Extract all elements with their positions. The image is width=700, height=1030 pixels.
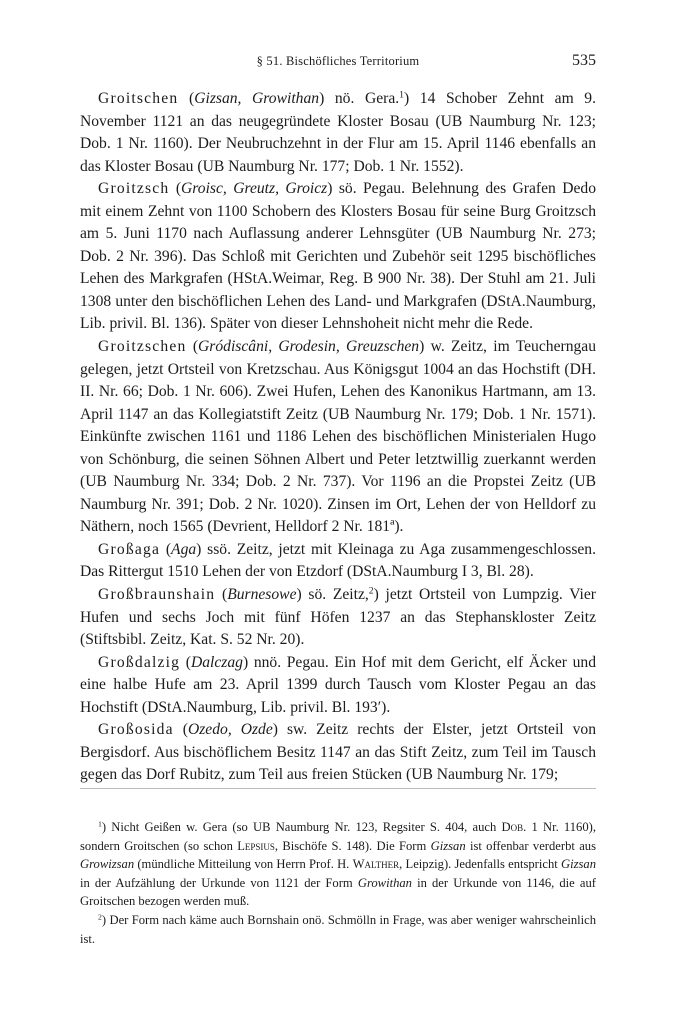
footnote-ref[interactable]: 1 <box>399 89 404 101</box>
footnote-number: 1 <box>98 819 102 829</box>
entry-text: ) jetzt Ortsteil von Lumpzig. Vier Hufen und sechs Joch mit fünf Höfen 1237 an das Stephanskloster Zeitz (Stiftsbibl. Zeitz, Kat. S. 52 Nr. 20). <box>80 586 596 649</box>
footnote-text: ) Der Form nach käme auch Bornshain onö. Schmölln in Frage, was aber weniger wahrscheinlich ist. <box>80 912 596 946</box>
entry-location: nö. Gera. <box>324 90 400 107</box>
historical-forms: Ozedo, Ozde <box>187 721 273 739</box>
historical-forms: Aga <box>171 540 197 558</box>
footnote-text: ) Nicht Geißen w. Gera (so UB Naumburg Nr. 123, Regsiter S. 404, auch <box>101 820 502 834</box>
page-header <box>80 52 596 74</box>
cited-form: Gizsan <box>561 857 596 872</box>
entry-grossaga: Großaga (Aga) ssö. Zeitz, jetzt mit Kleinaga zu Aga zusammengeschlossen. Das Rittergut 1510 Lehen der von Etzdorf (DStA.Naumburg I 3, Bl. 28). <box>80 540 596 581</box>
footnote-text: in der Urkunde von 1146, die auf Groitschen bezogen werden muß. <box>80 875 596 909</box>
footnote-text: 1 Nr. 1160), sondern Groitschen (so schon <box>80 820 596 853</box>
footnote-ref[interactable]: 2 <box>368 585 374 597</box>
entry-grossosida: Großosida (Ozedo, Ozde) sw. Zeitz rechts der Elster, jetzt Ortsteil von Bergisdorf. Aus bischöflichem Besitz 1147 an das Stift Zeitz, zum Teil im Tausch gegen das Dorf Rubitz, zum Teil aus freien Stücken (UB Naumburg Nr. 179; <box>80 721 596 784</box>
place-name: Groitschen <box>98 90 179 107</box>
body-text <box>80 88 596 787</box>
entry-text: ) 14 Schober Zehnt am 9. November 1121 an das neugegründete Kloster Bosau (UB Naumburg Nr. 123; Dob. 1 Nr. 1160). Der Neubruchzehnt in der Flur am 15. April 1146 ebenfalls an das Kloster Bosau (UB Naumburg Nr. 177; Dob. 1 Nr. 1552). <box>80 90 596 175</box>
footnote-1 <box>80 818 596 911</box>
historical-forms: Dalczag <box>191 653 243 671</box>
author-name: Walther <box>352 857 400 872</box>
footnote-divider <box>80 788 596 789</box>
page-number: 535 <box>572 52 596 69</box>
running-head: § 51. Bischöfliches Territorium <box>256 54 420 68</box>
historical-forms: Burnesowe <box>227 586 297 604</box>
footnote-text: , Bischöfe S. 148). Die Form <box>274 838 431 853</box>
footnote-text: in der Aufzählung der Urkunde von 1121 der Form <box>80 875 358 890</box>
footnotes <box>80 818 596 948</box>
author-name: Dob. <box>501 820 527 834</box>
historical-forms: Gizsan, Growithan <box>194 90 320 107</box>
place-name: Groitzschen <box>98 338 187 356</box>
footnote-text: (mündliche Mitteilung von Herrn Prof. H. <box>134 857 353 872</box>
cited-form: Growithan <box>357 875 412 890</box>
footnote-number: 2 <box>98 912 102 922</box>
cited-form: Growizsan <box>80 857 135 872</box>
historical-forms: Groisc, Greutz, Groicz <box>181 180 328 198</box>
author-name: Lepsius <box>237 838 275 853</box>
place-name: Großbraunshain <box>98 586 216 604</box>
entry-groitzsch: Groitzsch (Groisc, Greutz, Groicz) sö. Pegau. Belehnung des Grafen Dedo mit einem Zehnt von 1100 Schobern des Klosters Bosau für seine Burg Groitzsch am 5. Juni 1170 nach Auflassung anderer Lehnsgüter (UB Naumburg Nr. 273; Dob. 2 Nr. 396). Das Schloß mit Gerichten und Zubehör seit 1295 bischöfliches Lehen des Markgrafen (HStA.Weimar, Reg. B 900 Nr. 38). Der Stuhl am 21. Juli 1308 unter den bischöflichen Lehen des Land- und Markgrafen (DStA.Naumburg, Lib. privil. Bl. 136). Später von dieser Lehnshoheit nicht mehr die Rede. <box>80 180 596 333</box>
footnote-text: ist offenbar verderbt aus <box>465 838 596 853</box>
entry-text: ssö. Zeitz, jetzt mit Kleinaga zu Aga zusammengeschlossen. Das Rittergut 1510 Lehen der von Etzdorf (DStA.Naumburg I 3, Bl. 28). <box>80 540 596 581</box>
entry-text: nnö. Pegau. Ein Hof mit dem Gericht, elf Äcker und eine halbe Hufe am 23. April 1399 durch Tausch vom Kloster Pegau an das Hochstift (DStA.Naumburg, Lib. privil. Bl. 193′). <box>80 653 597 716</box>
entry-location: sö. Zeitz, <box>301 586 369 604</box>
entry-text: sö. Pegau. Belehnung des Grafen Dedo mit einem Zehnt von 1100 Schobern des Klosters Bosau für seine Burg Groitzsch am 5. Juni 1170 nach Auflassung anderer Lehnsgüter (UB Naumburg Nr. 273; Dob. 2 Nr. 396). Das Schloß mit Gerichten und Zubehör seit 1295 bischöfliches Lehen des Markgrafen (HStA.Weimar, Reg. B 900 Nr. 38). Der Stuhl am 21. Juli 1308 unter den bischöflichen Lehen des Land- und Markgrafen (DStA.Naumburg, Lib. privil. Bl. 136). Später von dieser Lehnshoheit nicht mehr die Rede. <box>80 180 596 333</box>
place-name: Großdalzig <box>98 653 181 671</box>
place-name: Großaga <box>98 540 161 558</box>
place-name: Groitzsch <box>98 180 170 198</box>
entry-groitzschen: Groitzschen (Gródiscâni, Grodesin, Greuzschen) w. Zeitz, im Teucherngau gelegen, jetzt Ortsteil von Kretzschau. Aus Königsgut 1004 an das Hochstift (DH. II. Nr. 66; Dob. 1 Nr. 606). Zwei Hufen, Lehen des Kanonikus Hartmann, am 13. April 1147 an das Kollegiatstift Zeitz (UB Naumburg Nr. 179; Dob. 1 Nr. 1571). Einkünfte zwischen 1161 und 1186 Lehen des bischöflichen Ministerialen Hugo von Schönburg, die seinen Söhnen Albert und Peter letztwillig zuerkannt werden (UB Naumburg Nr. 334; Dob. 2 Nr. 737). Vor 1196 an die Propstei Zeitz (UB Naumburg Nr. 391; Dob. 2 Nr. 1020). Zinsen im Ort, Lehen der von Helldorf zu Näthern, noch 1565 (Devrient, Helldorf 2 Nr. 181ª). <box>80 338 597 536</box>
footnote-2 <box>80 911 596 948</box>
entry-grossdalzig: Großdalzig (Dalczag) nnö. Pegau. Ein Hof mit dem Gericht, elf Äcker und eine halbe Hufe am 23. April 1399 durch Tausch vom Kloster Pegau an das Hochstift (DStA.Naumburg, Lib. privil. Bl. 193′). <box>80 653 597 716</box>
entry-text: w. Zeitz, im Teucherngau gelegen, jetzt Ortsteil von Kretzschau. Aus Königsgut 1004 an das Hochstift (DH. II. Nr. 66; Dob. 1 Nr. 606). Zwei Hufen, Lehen des Kanonikus Hartmann, am 13. April 1147 an das Kollegiatstift Zeitz (UB Naumburg Nr. 179; Dob. 1 Nr. 1571). Einkünfte zwischen 1161 und 1186 Lehen des bischöflichen Ministerialen Hugo von Schönburg, die seinen Söhnen Albert und Peter letztwillig zuerkannt werden (UB Naumburg Nr. 334; Dob. 2 Nr. 737). Vor 1196 an die Propstei Zeitz (UB Naumburg Nr. 391; Dob. 2 Nr. 1020). Zinsen im Ort, Lehen der von Helldorf zu Näthern, noch 1565 (Devrient, Helldorf 2 Nr. 181ª). <box>80 338 597 536</box>
historical-forms: Gródiscâni, Grodesin, Greuzschen <box>198 338 420 356</box>
entry-grossbraunshain: Großbraunshain (Burnesowe) sö. Zeitz,$^2$) jetzt Ortsteil von Lumpzig. Vier Hufen und sechs Joch mit fünf Höfen 1237 an das Stephanskloster Zeitz (Stiftsbibl. Zeitz, Kat. S. 52 Nr. 20). <box>80 585 596 649</box>
place-name: Großosida <box>98 721 174 739</box>
footnote-text: , Leipzig). Jedenfalls entspricht <box>399 857 561 872</box>
entry-groitschen: Groitschen (Gizsan, Growithan) nö. Gera.$^1$) 14 Schober Zehnt am 9. November 1121 an das neugegründete Kloster Bosau (UB Naumburg Nr. 123; Dob. 1 Nr. 1160). Der Neubruchzehnt in der Flur am 15. April 1146 ebenfalls an das Kloster Bosau (UB Naumburg Nr. 177; Dob. 1 Nr. 1552). <box>80 89 596 175</box>
cited-form: Gizsan <box>430 838 466 853</box>
entry-text: sw. Zeitz rechts der Elster, jetzt Ortsteil von Bergisdorf. Aus bischöflichem Besitz 1147 an das Stift Zeitz, zum Teil im Tausch gegen das Dorf Rubitz, zum Teil aus freien Stücken (UB Naumburg Nr. 179; <box>80 721 596 784</box>
